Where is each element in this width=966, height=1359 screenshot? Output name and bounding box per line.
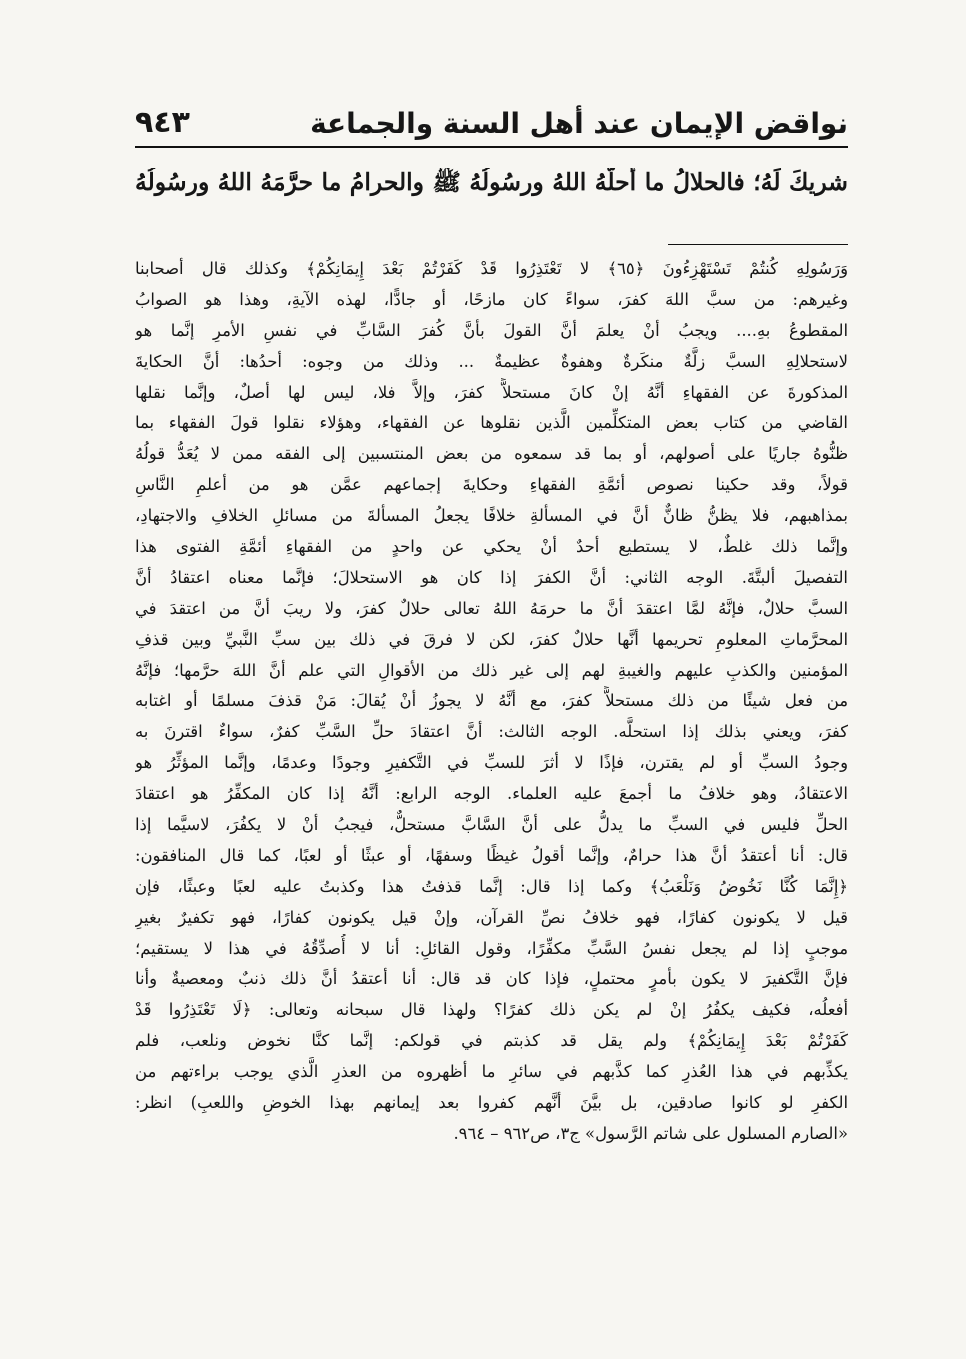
footnote-line: الحلِّ فليس في السبِّ ما يدلُّ على أنَّ السَّابَّ مستحلٌّ، فيجبُ أنْ لا يكفُرَ، لاسيَّما إذا [135,815,848,835]
footnote-line: وغيرهم: من سبَّ اللهَ كفرَ، سواءً كان مازحًا، أو جادًّا، لهذه الآيةِ، وهذا هو الصوابُ [135,289,848,309]
footnote-line: كفرَ، ويعني بذلك إذا استحلَّه. الوجه الثالث: أنَّ اعتقادَ حلِّ السَّبِّ كفرٌ، سواءٌ اقترنَ به [135,722,848,742]
footnote-separator [668,244,848,245]
footnote-line: وَرَسُولِهِ كُنتُمْ تَسْتَهْزِءُونَ ﴿٦٥﴾ لا تَعْتَذِرُوا قَدْ كَفَرْتُمْ بَعْدَ إِيمَانِكُمْ﴾ وكذلك قال أصحابنا [135,259,848,278]
footnote-line: المحرَّماتِ المعلومِ تحريمها أنَّها حلالٌ كفرَ، لكن لا فرقَ في ذلك بين سبِّ النَّبيِّ وبين قذفِ [135,629,848,649]
footnote-line: السبَّ حلالٌ، فإنَّهُ لمَّا اعتقدَ أنَّ ما حرمَهُ اللهُ تعالى حلالٌ كفرَ، ولا ريبَ أنَّ من اعتقدَ في [135,598,848,618]
footnote-line: وإنَّما ذلك غلطٌ، لا يستطيع أحدٌ أنْ يحكي عن واحدٍ من الفقهاءِ أئمَّةِ الفتوى هذا [135,537,848,557]
footnote-line: التفصيلَ ألبتَّةَ. الوجه الثاني: أنَّ الكفرَ إذا كان هو الاستحلالَ؛ فإنَّما معناه اعتقادُ أنَّ [135,567,848,587]
footnote-line: القاضي من كتاب بعض المتكلِّمين الَّذين نقلوها عن الفقهاء، وهؤلاء نقلوا قولَ الفقهاء بما [135,413,848,433]
footnote-line: فإنَّ التَّكفيرَ لا يكون بأمرٍ محتملٍ، فإذا كان قد قال: أنا أعتقدُ أنَّ ذلك ذنبٌ ومعصيةٌ وأنا [135,969,848,989]
footnote-line: وجودُ السبِّ أو لم يقترن، فإذًا لا أثرَ للسبِّ في التَّكفيرِ وجودًا وعدمًا، وإنَّما المؤثِّرُ هو [135,753,848,773]
footnote-line: المقطوعُ بهِ.... ويجبُ أنْ يعلمَ أنَّ القولَ بأنَّ كُفرَ السَّابِّ في نفسِ الأمرِ إنَّما هو [135,320,848,340]
footnote-line: موجبٍ إذا لم يجعل نفسُ السَّبِّ مكفِّرًا، وقول القائلِ: أنا لا أُصدِّقُهُ في هذا لا يستقيم؛ [135,938,848,958]
footnote-line: كَفَرْتُمْ بَعْدَ إِيمَانِكُمْ﴾ ولم يقل قد كذبتم في قولكم: إنَّما كنَّا نخوض ونلعب، فلم [135,1031,848,1051]
footnote-line: الاعتقادُ، وهو خلافُ ما أجمعَ عليه العلماء. الوجه الرابع: أنَّهُ إذا كان المكفِّرُ هو اعتقادَ [135,784,848,804]
running-header [135,102,848,148]
footnote-line: الكفرِ لو كانوا صادقين، بل بيَّنَ أنَّهم كفروا بعد إيمانهم بهذا الخوضِ واللعبِ) انظر: [135,1093,848,1113]
footnote-line: لاستحلالِهِ السبَّ زلَّةٌ منكَرةٌ وهفوةٌ عظيمةٌ ... وذلك من وجوه: أحدُها: أنَّ الحكايةَ [135,351,848,371]
footnote [135,254,848,1214]
footnote-line: من فعل شيئًا من ذلك مستحلاًّ كفرَ، مع أنَّهُ لا يجوزُ أنْ يُقالَ: مَنْ قذفَ مسلمًا أو اغتابه [135,691,848,711]
footnote-line: قيل لا يكونون كفارًا، فهو خلافُ نصِّ القرآن، وإنْ قيل يكونون كفارًا، فهو تكفيرٌ بغيرِ [135,907,848,927]
footnote-line-last: «الصارم المسلول على شاتم الرَّسول» ج٣، ص٩٦٢ – ٩٦٤. [453,1123,848,1143]
main-text: شريكَ لَهُ؛ فالحلالُ ما أَحلَّهُ اللهُ ورسُولُهُ ﷺ والحرامُ ما حرَّمَهُ اللهُ ورسُولُهُ [135,168,848,196]
book-title: نواقض الإيمان عند أهل السنة والجماعة [310,107,848,140]
page-number: ٩٤٣ [135,105,190,140]
footnote-line: قال: أنا أعتقدُ أنَّ هذا حرامٌ، وإنَّما أقولُ غيظًا وسفهًا، أو عبثًا أو لعبًا، كما قال المنافقون: [135,845,848,865]
footnote-line: أفعلُه، فكيف يكفُرُ إنْ لم يكن ذلك كفرًا؟ ولهذا قال سبحانه وتعالى: ﴿لَا تَعْتَذِرُوا قَدْ [135,1000,848,1020]
footnote-line: ظنُّوهُ جاريًا على أصولهم، أو بما قد سمعوه من بعض المنتسبين إلى الفقه ممن لا يُعَدُّ قولُهُ [135,444,848,464]
footnote-line: يكذِّبهم في هذا العُذرِ كما كذَّبهم في سائرِ ما أظهروه من العذرِ الَّذي يوجب براءتهم من [135,1062,848,1082]
footnote-line: بمذاهبهم، فلا يظنُّ ظانٌّ أنَّ في المسألةِ خلافًا يجعلُ المسألةَ من مسائلِ الخلافِ والاجتهادِ، [135,506,848,526]
footnote-line: المؤمنين والكذبِ عليهم والغيبةِ لهم إلى غير ذلك من الأقوالِ التي علم أنَّ اللهَ حرَّمها؛ فإنَّهُ [135,660,848,680]
footnote-line: ﴿إِنَّمَا كُنَّا نَخُوضُ وَنَلْعَبُ﴾ وكما إذا قال: إنَّما قذفتُ هذا وكذبتُ عليه لعبًا وعبثًا، فإن [135,876,848,896]
footnote-line: قولاً، وقد حكينا نصوص أئمَّةِ الفقهاءِ وحكايةَ إجماعهم عمَّن هو من أعلمِ النَّاسِ [135,475,848,495]
footnote-line: المذكورةَ عن الفقهاءِ أنَّهُ إنْ كانَ مستحلاًّ كفرَ، وإلاَّ فلا، ليس لها أصلٌ، وإنَّما نقلها [135,382,848,402]
